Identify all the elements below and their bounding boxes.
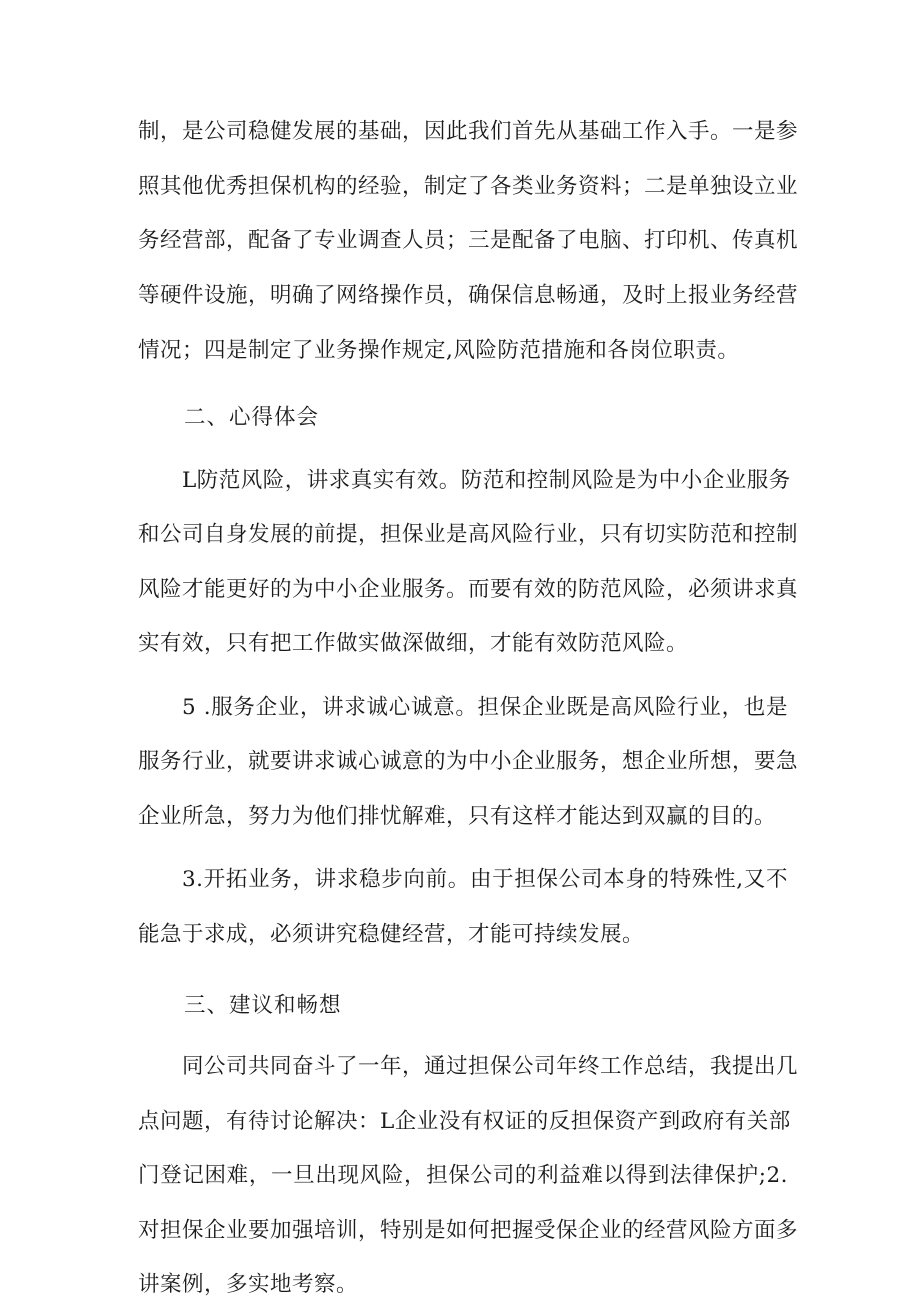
text-line: 讲案例，多实地考察。 [138, 1272, 359, 1297]
text-line: 门登记困难，一旦出现风险，担保公司的利益难以得到法律保护;2. [138, 1163, 788, 1188]
text-line: 等硬件设施，明确了网络操作员，确保信息畅通，及时上报业务经营 [138, 283, 799, 308]
text-line: 企业所急，努力为他们排忧解难，只有这样才能达到双赢的目的。 [138, 804, 777, 829]
text-line: 能急于求成，必须讲究稳健经营，才能可持续发展。 [138, 922, 645, 947]
text-line: 风险才能更好的为中小企业服务。而要有效的防范风险，必须讲求真 [138, 577, 799, 602]
text-line: 务经营部，配备了专业调查人员；三是配备了电脑、打印机、传真机 [138, 228, 799, 253]
text-line: 照其他优秀担保机构的经验，制定了各类业务资料；二是单独设立业 [138, 174, 799, 199]
text-line: 情况；四是制定了业务操作规定,风险防范措施和各岗位职责。 [138, 338, 740, 363]
text-line: 点问题，有待讨论解决：L企业没有权证的反担保资产到政府有关部 [138, 1109, 791, 1134]
text-line: 3.开拓业务，讲求稳步向前。由于担保公司本身的特殊性,又不 [182, 867, 788, 892]
text-line: 制，是公司稳健发展的基础，因此我们首先从基础工作入手。一是参 [138, 119, 799, 144]
text-line: 和公司自身发展的前提，担保业是高风险行业，只有切实防范和控制 [138, 522, 799, 547]
text-line: 服务行业，就要讲求诚心诚意的为中小企业服务，想企业所想，要急 [138, 749, 799, 774]
text-line: 实有效，只有把工作做实做深做细，才能有效防范风险。 [138, 631, 689, 656]
text-line: 同公司共同奋斗了一年，通过担保公司年终工作总结，我提出几 [182, 1054, 799, 1079]
text-line: 5 .服务企业，讲求诚心诚意。担保企业既是高风险行业，也是 [182, 695, 788, 720]
text-line: L防范风险，讲求真实有效。防范和控制风险是为中小企业服务 [182, 468, 791, 493]
section-heading-experience: 二、心得体会 [184, 405, 320, 430]
section-heading-suggestions: 三、建议和畅想 [184, 993, 342, 1018]
text-line: 对担保企业要加强培训，特别是如何把握受保企业的经营风险方面多 [138, 1218, 799, 1243]
